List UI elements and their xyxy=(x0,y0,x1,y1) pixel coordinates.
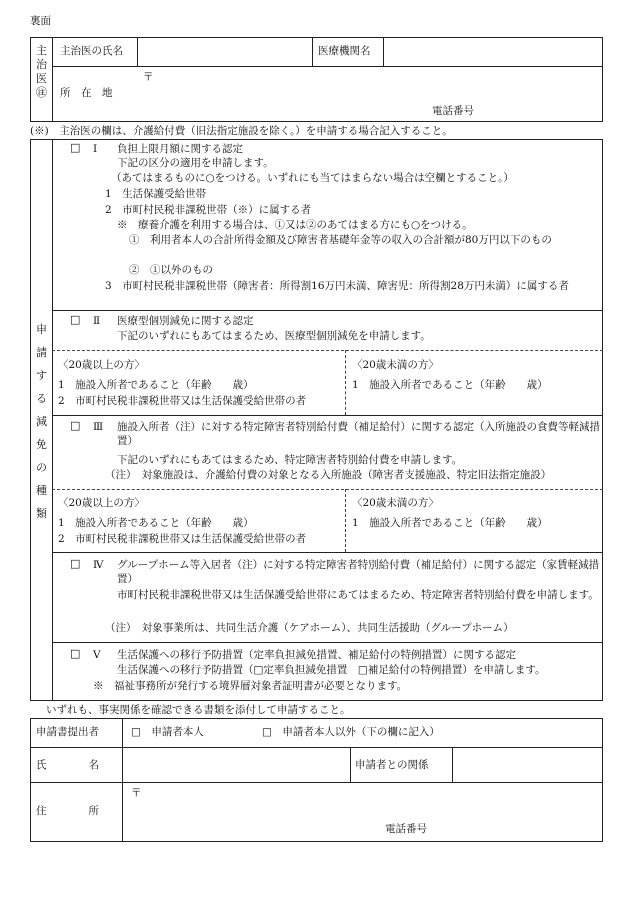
section3-line1: 下記のいずれにもあてはまるため、特定障害者特別給付費を申請します。 xyxy=(117,454,463,466)
section1-checkbox[interactable]: □ xyxy=(70,141,81,154)
section1-title: 負担上限月額に関する認定 xyxy=(117,143,243,155)
section2-adult-header: 〈20歳以上の方〉 xyxy=(58,359,145,371)
physician-side-label: 主 治 医 ㊟ xyxy=(36,44,47,99)
section3-note: （注） 対象施設は、介護給付費の対象となる入所施設（障害者支援施設、特定旧法指定施設） xyxy=(105,469,552,481)
section1-numeral: Ⅰ xyxy=(93,143,98,155)
section2-line1: 下記のいずれにもあてはまるため、医療型個別減免を申請します。 xyxy=(117,330,431,342)
institution-field[interactable] xyxy=(388,44,598,60)
section3-adult-item2: 2 市町村民税非課税世帯又は生活保護受給世帯の者 xyxy=(58,533,307,545)
section2-adult-item1: 1 施設入所者であること（年齢 歳） xyxy=(58,379,254,391)
submitter-name-field[interactable] xyxy=(128,752,344,776)
section4-note: （注） 対象事業所は、共同生活介護（ケアホーム）、共同生活援助（グループホーム） xyxy=(105,622,514,634)
section5-checkbox[interactable]: □ xyxy=(70,647,81,660)
section1-line2: （あてはまるものに○をつける。いずれにも当てはまらない場合は空欄とすること。） xyxy=(111,172,514,184)
section1-item3[interactable]: 3 市町村民税非課税世帯（障害者：所得割16万円未満、障害児：所得割28万円未満）に属する者 xyxy=(105,280,569,292)
physician-phone-label: 電話番号 xyxy=(432,105,474,117)
submitter-label: 申請書提出者 xyxy=(36,726,99,738)
attachment-note: いずれも、事実関係を確認できる書類を添付して申請すること。 xyxy=(46,704,351,716)
section1-item2[interactable]: 2 市町村民税非課税世帯（※）に属する者 xyxy=(105,204,312,216)
physician-address-label: 所 在 地 xyxy=(60,87,113,99)
section1-item2-note: ※ 療養介護を利用する場合は、①又は②のあてはまる方にも○をつける。 xyxy=(117,219,473,231)
submitter-postal-mark: 〒 xyxy=(131,787,142,799)
section1-item2-sub2[interactable]: ② ①以外のもの xyxy=(129,264,213,276)
section2-title: 医療型個別減免に関する認定 xyxy=(117,315,254,327)
section3-title: 施設入所者（注）に対する特定障害者特別給付費（補足給付）に関する認定（入所施設の食費等軽減措置） xyxy=(117,421,600,448)
section5-line1: 生活保護への移行予防措置（□定率負担減免措置 □補足給付の特例措置）を申請します。 xyxy=(117,664,546,676)
section4-line1: 市町村民税非課税世帯又は生活保護受給世帯にあてはまるため、特定障害者特別給付費を申請します。 xyxy=(117,589,599,601)
institution-label: 医療機関名 xyxy=(318,45,371,57)
relation-label: 申請者との関係 xyxy=(355,759,429,771)
section5-numeral: Ⅴ xyxy=(93,649,101,661)
section2-numeral: Ⅱ xyxy=(93,315,101,327)
section4-numeral: Ⅳ xyxy=(93,559,104,571)
section3-child-item1: 1 施設入所者であること（年齢 歳） xyxy=(352,517,548,529)
reduction-types-side-title: 申 請 す る 減 免 の 種 類 xyxy=(36,323,47,520)
section4-checkbox[interactable]: □ xyxy=(70,557,81,570)
physician-name-field[interactable] xyxy=(142,44,308,60)
section3-adult-header: 〈20歳以上の方〉 xyxy=(58,497,145,509)
submitter-address-label: 住 所 xyxy=(36,805,99,817)
section4-title: グループホーム等入居者（注）に対する特定障害者特別給付費（補足給付）に関する認定（家賃軽減措置） xyxy=(117,559,600,586)
section5-note: ※ 福祉事務所が発行する境界層対象者証明書が必要となります。 xyxy=(93,680,408,692)
section2-child-header: 〈20歳未満の方〉 xyxy=(352,359,439,371)
section1-item1[interactable]: 1 生活保護受給世帯 xyxy=(105,188,207,200)
submitter-option-self[interactable]: □ 申請者本人 xyxy=(131,726,204,738)
submitter-option-other[interactable]: □ 申請者本人以外（下の欄に記入） xyxy=(262,726,440,738)
section2-child-item1: 1 施設入所者であること（年齢 歳） xyxy=(352,379,548,391)
section1-line1: 下記の区分の適用を申請します。 xyxy=(117,157,274,169)
section3-adult-item1: 1 施設入所者であること（年齢 歳） xyxy=(58,517,254,529)
section5-title: 生活保護への移行予防措置（定率負担減免措置、補足給付の特例措置）に関する認定 xyxy=(117,649,516,661)
section2-adult-item2: 2 市町村民税非課税世帯又は生活保護受給世帯の者 xyxy=(58,395,307,407)
relation-field[interactable] xyxy=(458,752,598,776)
section1-item2-sub1[interactable]: ① 利用者本人の合計所得金額及び障害者基礎年金等の収入の合計額が80万円以下のもの xyxy=(129,234,552,246)
submitter-name-label: 氏 名 xyxy=(36,759,99,771)
section3-numeral: Ⅲ xyxy=(93,421,104,433)
section2-checkbox[interactable]: □ xyxy=(70,313,81,326)
section3-checkbox[interactable]: □ xyxy=(70,419,81,432)
section3-child-header: 〈20歳未満の方〉 xyxy=(352,497,439,509)
submitter-address-field[interactable] xyxy=(148,790,588,818)
physician-address-field[interactable] xyxy=(160,72,590,100)
physician-name-label: 主治医の氏名 xyxy=(60,45,123,57)
submitter-phone-label: 電話番号 xyxy=(385,823,427,835)
physician-note: (※) 主治医の欄は、介護給付費（旧法指定施設を除く。）を申請する場合記入すること。 xyxy=(30,125,453,137)
physician-postal-mark: 〒 xyxy=(143,71,154,83)
page-side-label: 裏面 xyxy=(30,15,51,27)
